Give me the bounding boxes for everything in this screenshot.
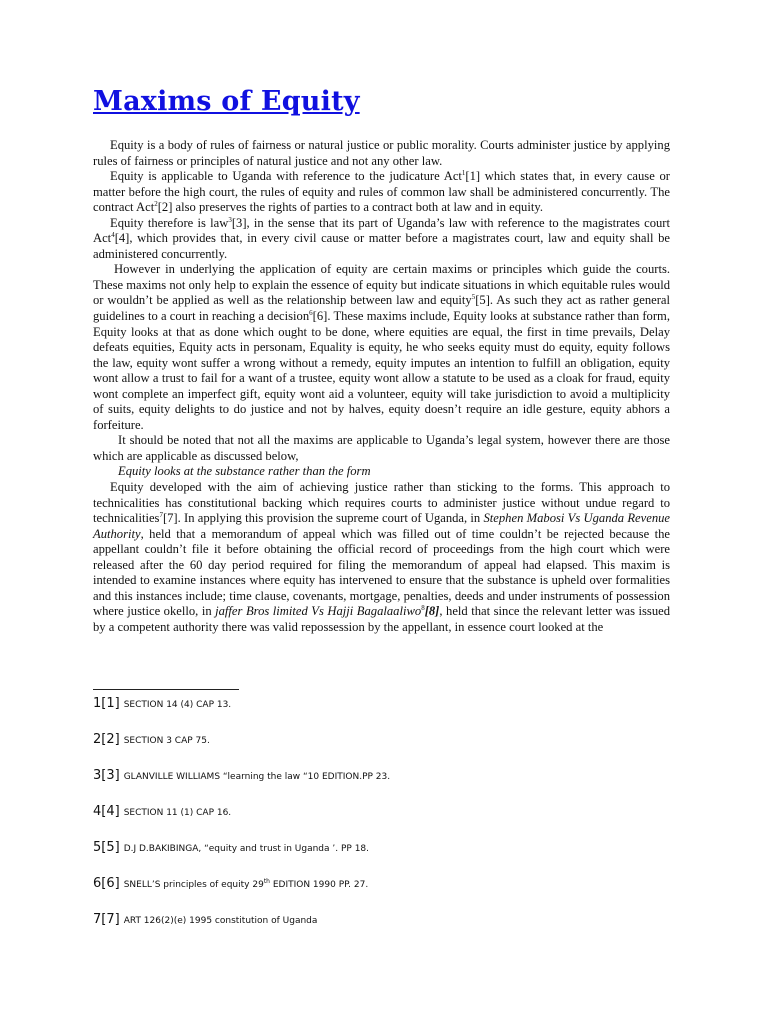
footnote-number[interactable]: 1[1] (93, 696, 120, 711)
paragraph-text: , held that since the relevant letter was issued by a competent authority there was valid repossession by the appellant, in essence court looked at the (93, 604, 670, 634)
footnote-text-part: SNELL’S principles of equity 29 (123, 880, 264, 890)
footnote-number[interactable]: 5[5] (93, 840, 120, 855)
footnote-number[interactable]: 7[7] (93, 912, 120, 927)
footnote-ref[interactable]: 3 (228, 215, 232, 224)
paragraph-text: Equity is applicable to Uganda with reference to the judicature Act (110, 169, 462, 184)
footnote-item (93, 838, 369, 856)
page-title: Maxims of Equity (93, 86, 360, 117)
paragraph (93, 216, 670, 263)
footnote-number[interactable]: 3[3] (93, 768, 120, 783)
footnote-text: SECTION 11 (1) CAP 16. (123, 808, 232, 818)
ordinal-suffix: th (263, 878, 270, 885)
paragraph-text: Equity is a body of rules of fairness or natural justice or public morality. Courts administer justice by applying rules of fairness or principles of natural justice and not any other law. (93, 138, 670, 168)
paragraph-text: [3], in the sense that its part of Uganda’s law with reference to the magistrates court Act (93, 215, 670, 246)
paragraph-text: [5]. As such they act as rather general guidelines to a court in reaching a decision (93, 293, 670, 324)
section-subheading: Equity looks at the substance rather than the form (118, 464, 371, 479)
paragraph-text: [4], which provides that, in every civil cause or matter before a magistrates court, law and equity shall be administered concurrently. (93, 231, 670, 261)
footnote-ref[interactable]: 8 (421, 604, 425, 613)
footnote-item (93, 802, 231, 820)
paragraph-text: It should be noted that not all the maxims are applicable to Uganda’s legal system, however there are those which are applicable as discussed below, (93, 433, 670, 463)
footnote-ref[interactable]: 6 (309, 309, 313, 318)
footnote-ref[interactable]: 1 (461, 169, 466, 178)
paragraph-text: , held that a memorandum of appeal which was filled out of time couldn’t be rejected because the appellant couldn’t file it before obtaining the official record of proceedings from the high court which were released after the 60 day period required for filing the memorandum of appeal had elapsed. This maxim is intended to examine instances where equity has intervened to ensure that the substance is upheld over formalities and this instances include; time clause, covenants, mortgage, penalties, deeds and under instruments of possession where justice okello, in (93, 526, 670, 619)
footnote-ref[interactable]: 5 (471, 293, 476, 302)
paragraph-text: [1] which states that, in every cause or matter before the high court, the rules of equity and rules of common law shall be administered concurrently. The contract Act (93, 169, 670, 215)
paragraph-text: [6]. These maxims include, Equity looks at substance rather than form, Equity looks at that as done which ought to be done, where equities are equal, the first in time prevails, Delay defeats equities, Equity acts in personam, Equality is equity, he who seeks equity must do equity, equity follows the law, equity wont suffer a wrong without a remedy, equity imputes an intention to fulfill an obligation, equity wont allow a trust to fail for a want of a trustee, equity wont allow a statute to be used as a cloak for fraud, equity wont complete an imperfect gift, equity wont aid a volunteer, equity will take jurisdiction to avoid a multiplicity of suits, equity delights to do justice and not by halves, equity doesn’t require an idle gesture, equity abhors a forfeiture. (93, 309, 670, 432)
paragraph (93, 262, 670, 433)
footnote-link[interactable]: [8] (424, 604, 440, 619)
footnote-number[interactable]: 4[4] (93, 804, 120, 819)
footnote-item (93, 730, 210, 748)
paragraph (93, 169, 670, 216)
footnote-text (124, 880, 369, 890)
paragraph (93, 480, 670, 635)
footnote-item (93, 694, 231, 712)
footnote-ref[interactable]: 2 (154, 200, 158, 209)
paragraph-text: However in underlying the application of equity are certain maxims or principles which guide the courts. These maxims not only help to explain the essence of equity but indicate situations in which equitable rules would or wouldn’t be applied as well as the relationship between law and equity (93, 262, 670, 308)
footnote-number[interactable]: 2[2] (93, 732, 120, 747)
footnote-separator (93, 689, 239, 690)
footnote-text-part: EDITION 1990 PP. 27. (269, 880, 369, 890)
footnote-text: GLANVILLE WILLIAMS “learning the law “10 EDITION.PP 23. (123, 772, 391, 782)
footnote-item (93, 874, 368, 892)
footnote-number[interactable]: 6[6] (93, 876, 120, 891)
case-name: jaffer Bros limited Vs Hajji Bagalaaliwo (215, 604, 422, 619)
paragraph-text: Equity developed with the aim of achieving justice rather than sticking to the forms. This approach to technicalities has constitutional backing which requires courts to administer justice without undue regard to technicalities (93, 480, 670, 526)
paragraph-text: [2] also preserves the rights of parties to a contract both at law and in equity. (157, 200, 543, 215)
case-name: Stephen Mabosi Vs Uganda Revenue Authority (93, 511, 671, 541)
paragraph (93, 138, 670, 169)
footnote-item (93, 766, 390, 784)
paragraph-text: Equity therefore is law (110, 215, 229, 230)
footnote-ref[interactable]: 4 (111, 231, 115, 240)
footnote-text: D.J D.BAKIBINGA, “equity and trust in Uganda ’. PP 18. (123, 844, 370, 854)
footnote-ref[interactable]: 7 (159, 511, 163, 520)
document-body (93, 138, 670, 636)
footnote-item (93, 910, 317, 928)
footnote-text: ART 126(2)(e) 1995 constitution of Uganda (123, 916, 318, 926)
paragraph-text: [7]. In applying this provision the supreme court of Uganda, in (162, 511, 484, 526)
footnote-text: SECTION 3 CAP 75. (123, 736, 210, 746)
footnote-text: SECTION 14 (4) CAP 13. (123, 700, 232, 710)
paragraph (93, 433, 670, 464)
